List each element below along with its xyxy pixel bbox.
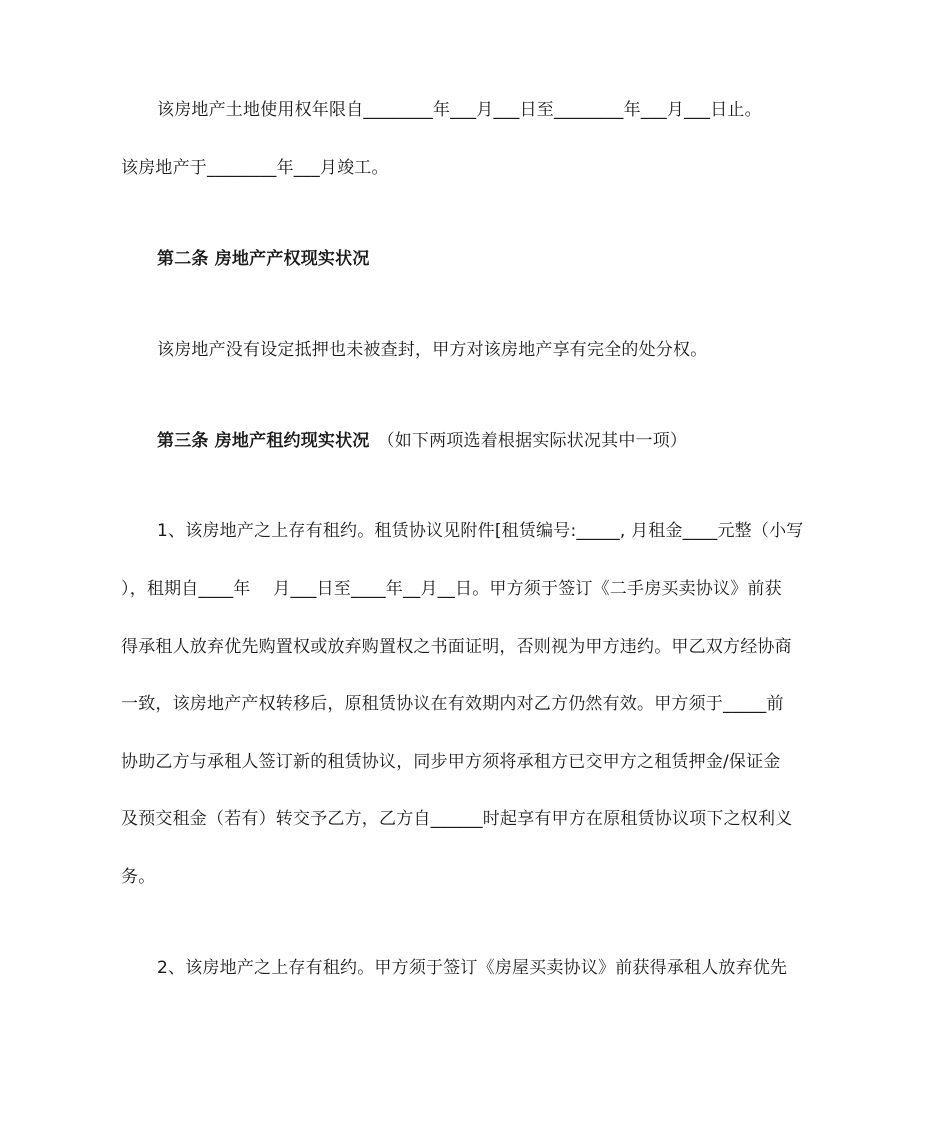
clause-1-line-6: 及预交租金（若有）转交予乙方，乙方自______时起享有甲方在原租赁协议项下之权利义 [121,809,793,829]
clause-1-line-2: ），租期自____年 月___日至____年__月__日。甲方须于签订《二手房买卖协议》前获 [121,579,782,599]
article-2-heading: 第二条 房地产产权现实状况 [157,249,370,269]
article-3-heading: 第三条 房地产租约现实状况 [157,431,370,451]
article-2-body: 该房地产没有设定抵押也未被查封，甲方对该房地产享有完全的处分权。 [157,340,708,360]
land-use-term-line: 该房地产土地使用权年限自________年___月___日至________年___月___日止。 [157,100,762,120]
completion-date-line: 该房地产于________年___月竣工。 [121,158,389,178]
clause-1-line-7: 务。 [121,867,156,887]
clause-1-line-5: 协助乙方与承租人签订新的租赁协议，同步甲方须将承租方已交甲方之租赁押金/保证金 [121,752,781,772]
clause-1-line-4: 一致，该房地产产权转移后，原租赁协议在有效期内对乙方仍然有效。甲方须于_____前 [121,694,784,714]
clause-1-line-1: 1、该房地产之上存有租约。租赁协议见附件[租赁编号:_____, 月租金____元整（小写 [157,521,804,541]
clause-2-line-1: 2、该房地产之上存有租约。甲方须于签订《房屋买卖协议》前获得承租人放弃优先 [157,958,788,978]
article-3-note: （如下两项选着根据实际状况其中一项） [377,431,688,451]
article-3-heading-row [157,429,877,453]
clause-1-line-3: 得承租人放弃优先购置权或放弃购置权之书面证明，否则视为甲方违约。甲乙双方经协商 [121,637,792,657]
